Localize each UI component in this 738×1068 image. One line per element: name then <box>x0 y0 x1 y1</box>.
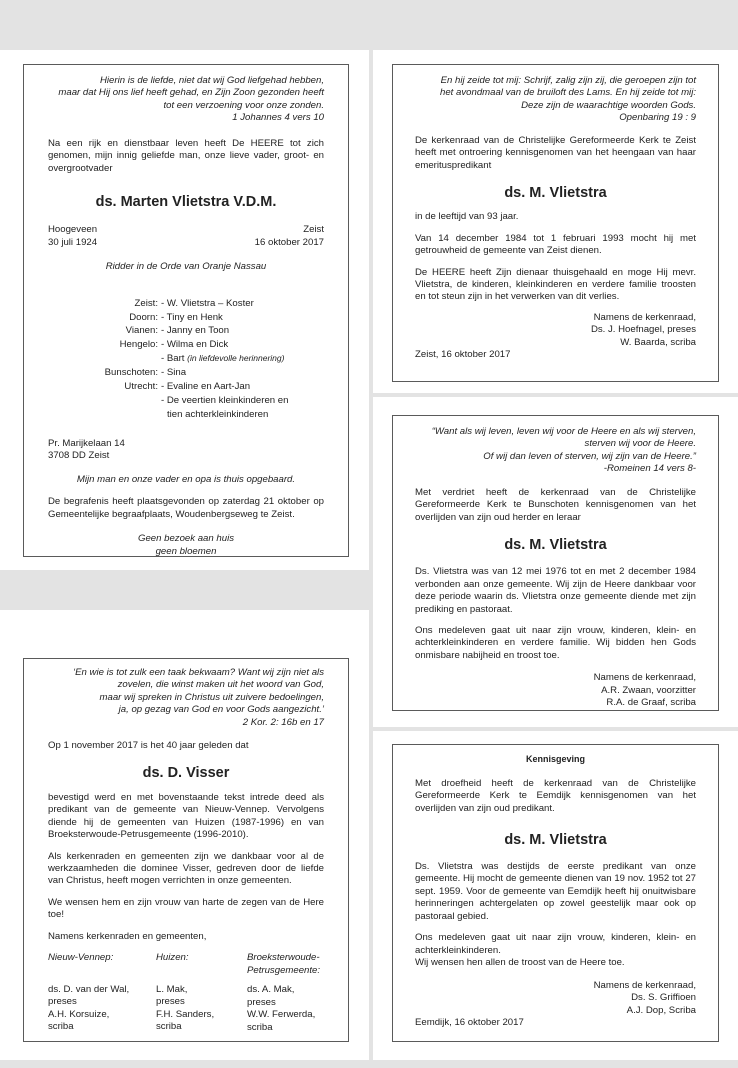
column-line: F.H. Sanders, <box>156 1008 215 1020</box>
age-text: in de leeftijd van 93 jaar. <box>415 211 519 223</box>
signature-line: R.A. de Graaf, scriba <box>606 697 696 709</box>
family-place: Bunschoten: <box>104 367 158 379</box>
verse-reference: -Romeinen 14 vers 8- <box>603 463 696 475</box>
dates-row <box>48 224 324 249</box>
signature-block <box>415 312 696 349</box>
family-place <box>48 353 158 365</box>
comfort-text: Ons medeleven gaat uit naar zijn vrouw, kinderen, klein- en achterkleinkinderen en verdere familie. Wij bidden hen Gods onmisbare nabijheid en troost toe. <box>415 625 696 661</box>
comfort-text: Ons medeleven gaat uit naar zijn vrouw, kinderen, klein- en achterkleinkinderen. <box>415 932 696 956</box>
intro-text: Op 1 november 2017 is het 40 jaar geleden dat <box>48 740 249 752</box>
bible-verse <box>415 426 696 476</box>
family-place: Zeist: <box>134 297 158 309</box>
family-names: - W. Vlietstra – Koster <box>161 297 254 309</box>
address-line: 3708 DD Zeist <box>48 450 110 462</box>
column-heading: Broeksterwoude- Petrusgemeente: <box>247 952 321 976</box>
deceased-name: ds. Marten Vlietstra V.D.M. <box>95 194 277 211</box>
service-text: Ds. Vlietstra was destijds de eerste predikant van onze gemeente. Hij mocht de gemeente dienen van 19 nov. 1952 tot 27 sept. 1959. Voor de gemeente van Eemdijk heeft hij onuitwisbare herinneringen achtergelaten op zowel geestelijk maar ook op pastoraal gebied. <box>415 860 696 922</box>
signature-intro: Namens kerkenraden en gemeenten, <box>48 930 207 942</box>
page-top-band <box>0 0 738 46</box>
column-line: preses <box>156 996 185 1008</box>
verse-line: Of wij dan leven of sterven, wij zijn van de Heere.” <box>483 450 696 462</box>
verse-line: ja, op gezag van God en voor Gods aangezicht.’ <box>118 704 324 716</box>
verse-line: tot een verzoening voor onze zonden. <box>163 99 324 111</box>
address-line: Pr. Marijkelaan 14 <box>48 437 125 449</box>
signature-block <box>415 672 696 709</box>
family-names: - Wilma en Dick <box>161 339 229 351</box>
signature-line: A.R. Zwaan, voorzitter <box>601 684 696 696</box>
signature-line: Namens de kerkenraad, <box>593 311 696 323</box>
obituary-card-bunschoten <box>392 415 719 711</box>
family-place <box>48 409 158 421</box>
family-place: Hengelo: <box>119 339 158 351</box>
family-names: - Janny en Toon <box>161 325 230 337</box>
column-heading: Nieuw-Vennep: <box>48 952 114 964</box>
career-text: bevestigd werd en met bovenstaande tekst intrede deed als predikant van de gemeente van Nieuw-Vennep. Vervolgens diende hij de gemeenten van Huizen (1987-1996) en van Broeksterwoude-Petrusgemeente (1996-2010). <box>48 791 324 841</box>
anniversary-card-visser <box>23 658 349 1042</box>
signature-line: Namens de kerkenraad, <box>593 979 696 991</box>
deceased-name: ds. M. Vlietstra <box>504 185 607 202</box>
family-place <box>48 395 158 407</box>
signature-line: Ds. S. Griffioen <box>631 992 696 1004</box>
obituary-card-family <box>23 64 349 557</box>
column-line: scriba <box>48 1021 74 1033</box>
verse-line: “Want als wij leven, leven wij voor de Heere en als wij sterven, <box>431 426 696 437</box>
family-list <box>48 298 324 422</box>
blessing-text: We wensen hem en zijn vrouw van harte de zegen van de Here toe! <box>48 896 324 921</box>
family-names: - Tiny en Henk <box>161 311 223 323</box>
intro-text: Met droefheid heeft de kerkenraad van de Christelijke Gereformeerde Kerk te Eemdijk kennisgenomen van het overlijden van zijn oud predikant. <box>415 777 696 814</box>
signature-line: A.J. Dop, Scriba <box>626 1004 696 1016</box>
honor-text: Ridder in de Orde van Oranje Nassau <box>105 261 267 273</box>
wish-text: Wij wensen hen allen de troost van de Heere toe. <box>415 957 625 969</box>
deceased-name: ds. M. Vlietstra <box>504 832 607 849</box>
family-names: - De veertien kleinkinderen en <box>161 395 289 407</box>
verse-line: Hierin is de liefde, niet dat wij God liefgehad hebben, <box>100 75 324 86</box>
obituary-card-zeist <box>392 64 719 382</box>
column-line: A.H. Korsuize, <box>48 1008 110 1020</box>
intro-text: Na een rijk en dienstbaar leven heeft De HEERE tot zich genomen, mijn innig geliefde man, onze lieve vader, groot- en overgrootvader <box>48 137 324 174</box>
place-date: Zeist, 16 oktober 2017 <box>415 349 511 361</box>
verse-line: En hij zeide tot mij: Schrijf, zalig zijn zij, die geroepen zijn tot <box>440 75 696 86</box>
closing-line: Geen bezoek aan huis <box>137 533 234 545</box>
signature-line: Ds. J. Hoefnagel, preses <box>590 324 696 336</box>
family-note: (in liefdevolle herinnering) <box>187 353 285 364</box>
verse-line: sterven wij voor de Heere. <box>584 438 696 450</box>
column-heading: Huizen: <box>156 952 189 964</box>
closing-line: geen bloemen <box>155 545 217 557</box>
notice-card-eemdijk <box>392 744 719 1042</box>
verse-line: zovelen, die winst maken uit het woord van God, <box>117 679 324 691</box>
column-line: preses <box>247 996 276 1008</box>
column-line: preses <box>48 996 77 1008</box>
signature-column <box>48 952 153 1034</box>
intro-text: De kerkenraad van de Christelijke Gereformeerde Kerk te Zeist heeft met ontroering kennisgenomen van het heengaan van haar emerituspredikant <box>415 134 696 171</box>
birth-date: 30 juli 1924 <box>48 236 98 248</box>
column-line: W.W. Ferwerda, <box>247 1009 316 1021</box>
verse-line: ‘En wie is tot zulk een taak bekwaam? Want wij zijn niet als <box>73 667 324 678</box>
column-line: scriba <box>156 1021 182 1033</box>
family-place: Vianen: <box>125 325 158 337</box>
column-line: scriba <box>247 1021 273 1033</box>
notice-heading: Kennisgeving <box>525 754 585 764</box>
intro-text: Met verdriet heeft de kerkenraad van de Christelijke Gereformeerde Kerk te Bunschoten kennisgenomen van het overlijden van zijn oud herder en leraar <box>415 486 696 523</box>
deceased-name: ds. M. Vlietstra <box>504 537 607 554</box>
bible-verse <box>48 75 324 125</box>
family-place: Utrecht: <box>124 381 158 393</box>
death-date: 16 oktober 2017 <box>254 236 324 248</box>
bible-verse <box>48 667 324 729</box>
comfort-text: De HEERE heeft Zijn dienaar thuisgehaald en moge Hij mevr. Vlietstra, de kinderen, kleinkinderen en verdere familie troosten en tot steun zijn in het verwerken van dit verlies. <box>415 266 696 303</box>
signature-block <box>415 980 696 1017</box>
family-names <box>161 353 309 365</box>
column-line: L. Mak, <box>156 983 188 995</box>
place-date: Eemdijk, 16 oktober 2017 <box>415 1017 524 1029</box>
death-place: Zeist <box>303 224 324 236</box>
service-text: Ds. Vlietstra was van 12 mei 1976 tot en met 2 december 1984 verbonden aan onze gemeente. Wij zijn de Heere dankbaar voor deze periode waarin ds. Vlietstra onze gemeente diende met zijn prediking en pastoraat. <box>415 566 696 615</box>
signature-columns <box>48 952 324 1034</box>
family-names: - Evaline en Aart-Jan <box>161 381 251 393</box>
bible-verse <box>415 75 696 125</box>
verse-line: maar wij spreken in Christus uit zuivere bedoelingen, <box>99 691 324 703</box>
verse-line: het avondmaal van de bruiloft des Lams. En hij zeide tot mij: <box>440 87 696 99</box>
service-text: Van 14 december 1984 tot 1 februari 1993 mocht hij met getrouwheid de gemeente van Zeist dienen. <box>415 232 696 257</box>
family-names: - Sina <box>161 367 187 379</box>
verse-reference: 2 Kor. 2: 16b en 17 <box>242 716 324 728</box>
laid-out-text: Mijn man en onze vader en opa is thuis opgebaard. <box>76 473 296 485</box>
funeral-text: De begrafenis heeft plaatsgevonden op zaterdag 21 oktober op Gemeentelijke begraafplaats, Woudenbergseweg te Zeist. <box>48 496 324 520</box>
family-names: tien achterkleinkinderen <box>167 409 269 421</box>
signature-line: Namens de kerkenraad, <box>593 672 696 684</box>
verse-line: maar dat Hij ons lief heeft gehad, en Zijn Zoon gezonden heeft <box>58 87 324 99</box>
verse-line: Deze zijn de waarachtige woorden Gods. <box>521 99 696 111</box>
gratitude-text: Als kerkenraden en gemeenten zijn we dankbaar voor al de werkzaamheden die dominee Visser, gedreven door de liefde van Christus, heeft mogen verrichten in onze gemeenten. <box>48 850 324 887</box>
signature-line: W. Baarda, scriba <box>620 336 696 348</box>
verse-reference: 1 Johannes 4 vers 10 <box>232 112 324 124</box>
minister-name: ds. D. Visser <box>142 764 230 781</box>
column-line: ds. D. van der Wal, <box>48 983 130 995</box>
family-place: Doorn: <box>129 311 158 323</box>
column-line: ds. A. Mak, <box>247 984 295 996</box>
birth-place: Hoogeveen <box>48 224 98 236</box>
signature-column <box>156 952 244 1034</box>
verse-reference: Openbaring 19 : 9 <box>619 112 696 124</box>
closing-note <box>48 533 324 558</box>
signature-column <box>247 952 342 1034</box>
address-block <box>48 438 324 463</box>
family-name-text: - Bart <box>161 353 185 365</box>
